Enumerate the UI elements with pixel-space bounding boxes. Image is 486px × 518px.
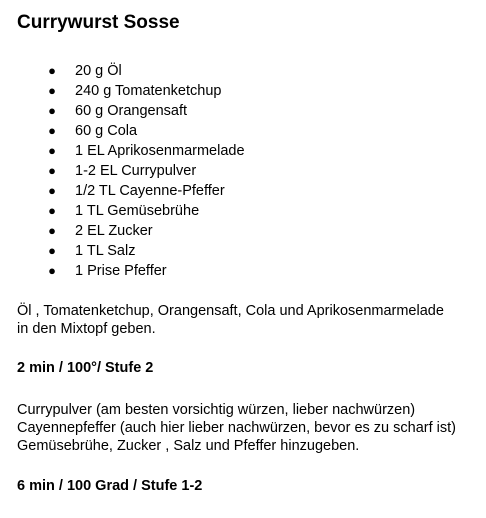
ingredient-text: 20 g Öl <box>75 63 122 79</box>
bullet-icon: ● <box>48 263 56 278</box>
bullet-icon: ● <box>48 123 56 138</box>
ingredient-text: 1 Prise Pfeffer <box>75 263 167 279</box>
bullet-icon: ● <box>48 223 56 238</box>
bullet-icon: ● <box>48 63 56 78</box>
bullet-icon: ● <box>48 103 56 118</box>
step2-line: Currypulver (am besten vorsichtig würzen, lieber nachwürzen) <box>17 402 416 418</box>
bullet-icon: ● <box>48 143 56 158</box>
step2-line: Cayennepfeffer (auch hier lieber nachwürzen, bevor es zu scharf ist) <box>17 420 456 436</box>
ingredient-text: 1 EL Aprikosenmarmelade <box>75 143 245 159</box>
ingredient-text: 1-2 EL Currypulver <box>75 163 197 179</box>
bullet-icon: ● <box>48 243 56 258</box>
bullet-icon: ● <box>48 163 56 178</box>
step2-instructions <box>17 401 482 455</box>
step2-setting-text: 6 min / 100 Grad / Stufe 1-2 <box>17 478 203 494</box>
ingredient-text: 60 g Orangensaft <box>75 103 188 119</box>
ingredient-text: 240 g Tomatenketchup <box>75 83 222 99</box>
step1-setting <box>17 359 482 377</box>
ingredient-text: 1 TL Salz <box>75 243 136 259</box>
step2-line: Gemüsebrühe, Zucker , Salz und Pfeffer hinzugeben. <box>17 438 360 454</box>
ingredient-text: 1/2 TL Cayenne-Pfeffer <box>75 183 225 199</box>
step1-line: in den Mixtopf geben. <box>17 321 156 337</box>
recipe-title: Currywurst Sosse <box>17 12 180 33</box>
ingredient-text: 1 TL Gemüsebrühe <box>75 203 200 219</box>
bullet-icon: ● <box>48 203 56 218</box>
bullet-icon: ● <box>48 83 56 98</box>
step1-line: Öl , Tomatenketchup, Orangensaft, Cola und Aprikosenmarmelade <box>17 303 444 319</box>
ingredient-text: 2 EL Zucker <box>75 223 153 239</box>
step1-instructions <box>17 302 482 338</box>
step2-setting <box>17 477 482 495</box>
bullet-icon: ● <box>48 183 56 198</box>
step1-setting-text: 2 min / 100°/ Stufe 2 <box>17 360 154 376</box>
ingredient-text: 60 g Cola <box>75 123 138 139</box>
